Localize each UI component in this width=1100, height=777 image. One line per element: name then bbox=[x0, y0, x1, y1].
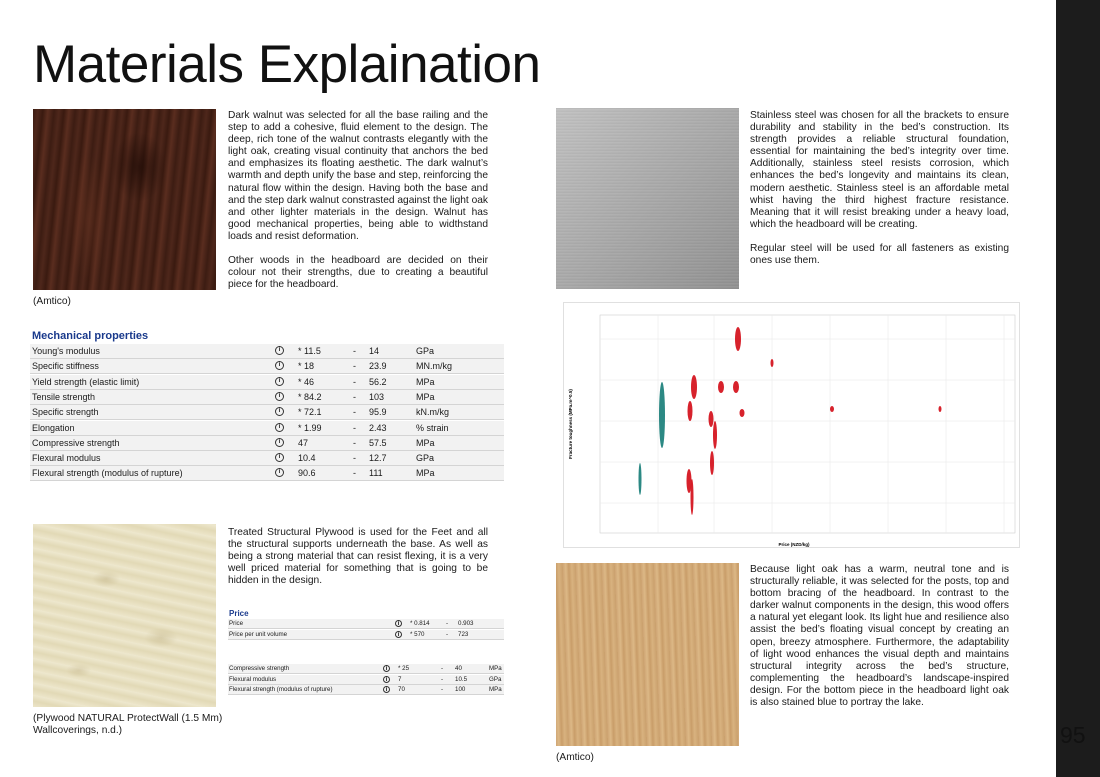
property-name: Flexural modulus bbox=[229, 675, 277, 683]
info-icon: i bbox=[275, 453, 284, 462]
mechanical-properties-table bbox=[30, 330, 504, 485]
property-low-value: * 84.2 bbox=[298, 391, 322, 402]
table-title: Mechanical properties bbox=[32, 330, 149, 342]
page-number: 95 bbox=[1060, 722, 1086, 748]
property-name: Compressive strength bbox=[32, 437, 120, 448]
steel-text bbox=[750, 110, 1009, 279]
info-icon: i bbox=[275, 377, 284, 386]
chart-svg bbox=[564, 303, 1021, 549]
property-name: Specific strength bbox=[32, 407, 99, 418]
table-row bbox=[30, 466, 504, 481]
property-unit: GPa bbox=[416, 346, 435, 356]
info-icon: i bbox=[275, 346, 284, 355]
property-name: Young's modulus bbox=[32, 346, 100, 356]
property-low-value: * 46 bbox=[298, 376, 315, 387]
material-bubble bbox=[733, 381, 739, 393]
property-unit: MPa bbox=[489, 665, 502, 672]
property-range-dash: - bbox=[441, 665, 444, 672]
property-range-dash: - bbox=[441, 686, 444, 693]
material-bubble bbox=[639, 463, 642, 495]
price-row bbox=[228, 630, 504, 640]
property-range-dash: - bbox=[353, 346, 356, 356]
property-high-value: 723 bbox=[458, 630, 469, 638]
property-high-value: 0.903 bbox=[458, 620, 474, 627]
property-unit: % strain bbox=[416, 422, 449, 433]
property-low-value: 7 bbox=[398, 675, 402, 683]
property-low-value: 90.6 bbox=[298, 468, 316, 479]
property-high-value: 14 bbox=[369, 346, 380, 356]
property-low-value: * 11.5 bbox=[298, 346, 321, 356]
price-row bbox=[228, 619, 504, 629]
info-icon: i bbox=[275, 438, 284, 447]
material-bubble bbox=[691, 375, 697, 399]
oak-caption: (Amtico) bbox=[556, 752, 594, 763]
steel-paragraph: Regular steel will be used for all fasteners as existing ones use them. bbox=[750, 242, 1009, 267]
material-bubble bbox=[691, 479, 694, 515]
info-icon: i bbox=[275, 407, 284, 416]
property-unit: kN.m/kg bbox=[416, 407, 450, 418]
property-high-value: 2.43 bbox=[369, 422, 387, 433]
property-low-value: * 570 bbox=[410, 630, 425, 638]
property-range-dash: - bbox=[353, 407, 356, 418]
plywood-swatch bbox=[33, 524, 216, 707]
property-low-value: * 1.99 bbox=[298, 422, 322, 433]
property-range-dash: - bbox=[353, 453, 356, 464]
property-unit: MPa bbox=[489, 686, 502, 693]
property-unit: GPa bbox=[416, 453, 435, 464]
property-range-dash: - bbox=[446, 630, 449, 638]
property-name: Flexural strength (modulus of rupture) bbox=[32, 468, 183, 479]
property-name: Flexural modulus bbox=[32, 453, 101, 464]
property-high-value: 100 bbox=[455, 686, 466, 693]
material-bubble bbox=[735, 327, 741, 351]
price-title: Price bbox=[229, 609, 249, 618]
property-name: Elongation bbox=[32, 422, 75, 433]
property-unit: MN.m/kg bbox=[416, 361, 452, 372]
table-row bbox=[30, 375, 504, 390]
property-unit: MPa bbox=[416, 376, 435, 387]
property-range-dash: - bbox=[353, 361, 356, 372]
sidebar-bar bbox=[1056, 0, 1100, 777]
property-low-value: * 18 bbox=[298, 361, 315, 372]
property-range-dash: - bbox=[446, 620, 449, 627]
property-high-value: 95.9 bbox=[369, 407, 387, 418]
plywood-properties-table bbox=[228, 609, 504, 701]
property-high-value: 57.5 bbox=[369, 437, 387, 448]
property-unit: MPa bbox=[416, 437, 435, 448]
table-row bbox=[30, 451, 504, 466]
property-high-value: 103 bbox=[369, 391, 385, 402]
property-unit: GPa bbox=[489, 675, 502, 683]
walnut-paragraph: Dark walnut was selected for all the base railing and the step to add a cohesive, fluid element to the design. The deep, rich tone of the walnut contrasts elegantly with the light oak, creating visual continuity that anchors the bed and emphasizes its floating aesthetic. The dark walnut’s warmth and depth unify the base and step, reinforcing the natural flow within the design. Having both the base and and the step dark walnut constrasted against the light oak and other lighter materials in the design. Walnut has good mechanical properties, being able to widthstand loads and resist deformation. bbox=[228, 110, 488, 242]
walnut-caption: (Amtico) bbox=[33, 296, 71, 307]
property-high-value: 111 bbox=[369, 468, 383, 479]
plywood-text bbox=[228, 527, 488, 599]
page-title: Materials Explaination bbox=[33, 35, 541, 94]
table-row bbox=[228, 675, 504, 685]
fracture-toughness-chart bbox=[563, 302, 1020, 548]
property-low-value: 47 bbox=[298, 437, 309, 448]
table-row bbox=[30, 390, 504, 405]
property-low-value: * 0.814 bbox=[410, 620, 430, 627]
table-row bbox=[30, 359, 504, 374]
walnut-paragraph: Other woods in the headboard are decided on their colour not their strengths, due to creating a beautiful piece for the headboard. bbox=[228, 255, 488, 291]
material-bubble bbox=[718, 381, 724, 393]
material-bubble bbox=[740, 409, 745, 417]
info-icon: i bbox=[275, 361, 284, 370]
material-bubble bbox=[830, 406, 834, 412]
property-range-dash: - bbox=[353, 422, 356, 433]
property-name: Yield strength (elastic limit) bbox=[32, 376, 140, 387]
property-range-dash: - bbox=[441, 675, 444, 683]
table-row bbox=[30, 421, 504, 436]
property-high-value: 10.5 bbox=[455, 675, 468, 683]
material-bubble bbox=[710, 451, 714, 475]
info-icon: i bbox=[275, 423, 284, 432]
steel-swatch bbox=[556, 108, 739, 289]
oak-paragraph: Because light oak has a warm, neutral tone and is structurally reliable, it was selected for the posts, top and bottom bracing of the headboard. In contrast to the darker walnut components in the design, this wood offers a natural yet elegant look. Its light hue and resilience also assist the bed’s floating visual concept by creating an open, breezy atmosphere. Furthermore, the adaptability of light wood enhances the visual depth and maintains structural integrity across the bed’s structure, complementing the headboard’s landscape-inspired design. For the bottom piece in the headboard light oak is also stained blue to portray the lake. bbox=[750, 564, 1009, 709]
x-axis-label: Price (NZD/kg) bbox=[778, 542, 810, 547]
info-icon: i bbox=[395, 620, 402, 627]
table-row bbox=[30, 436, 504, 451]
info-icon: i bbox=[383, 676, 390, 683]
property-high-value: 23.9 bbox=[369, 361, 387, 372]
plywood-paragraph: Treated Structural Plywood is used for the Feet and all the structural supports underneath the base. As well as being a strong material that can resist flexing, it is a very well priced material for something that is going to be hidden in the design. bbox=[228, 527, 488, 587]
material-bubble bbox=[659, 382, 665, 448]
property-high-value: 40 bbox=[455, 665, 462, 672]
property-low-value: 70 bbox=[398, 686, 405, 693]
property-high-value: 12.7 bbox=[369, 453, 387, 464]
table-row bbox=[228, 664, 504, 674]
walnut-text bbox=[228, 110, 488, 303]
oak-text bbox=[750, 564, 1009, 721]
property-name: Price per unit volume bbox=[229, 630, 288, 638]
info-icon: i bbox=[395, 631, 402, 638]
property-low-value: 10.4 bbox=[298, 453, 316, 464]
table-row bbox=[30, 344, 504, 359]
property-name: Flexural strength (modulus of rupture) bbox=[229, 686, 333, 693]
property-name: Compressive strength bbox=[229, 665, 290, 672]
info-icon: i bbox=[383, 686, 390, 693]
material-bubble bbox=[939, 406, 942, 412]
info-icon: i bbox=[383, 665, 390, 672]
property-unit: MPa bbox=[416, 391, 435, 402]
property-unit: MPa bbox=[416, 468, 435, 479]
property-range-dash: - bbox=[353, 376, 356, 387]
walnut-swatch bbox=[33, 109, 216, 290]
y-axis-label: Fracture toughness (MPa.m^0.5) bbox=[568, 389, 573, 459]
property-name: Price bbox=[229, 620, 244, 627]
property-name: Tensile strength bbox=[32, 391, 96, 402]
oak-swatch bbox=[556, 563, 739, 746]
steel-paragraph: Stainless steel was chosen for all the brackets to ensure durability and stability in the bed’s construction. Its strength provides a reliable structural foundation, essential for maintaining the bed’s integrity over time. Additionally, stainless steel resists corrosion, which enhances the bed’s longevity and maintains its clean, modern aesthetic. Stainless steel is an affordable metal whist having the third highest fracture resistance. Meaning that it will resist breaking under a heavy load, which the headboard will be creating. bbox=[750, 110, 1009, 230]
property-range-dash: - bbox=[353, 468, 356, 479]
table-row bbox=[228, 685, 504, 695]
table-row bbox=[30, 405, 504, 420]
material-bubble bbox=[713, 421, 717, 449]
property-low-value: * 72.1 bbox=[298, 407, 322, 418]
plywood-caption: (Plywood NATURAL ProtectWall (1.5 Mm) Wallcoverings, n.d.) bbox=[33, 713, 223, 737]
material-bubble bbox=[771, 359, 774, 367]
material-bubble bbox=[688, 401, 693, 421]
property-range-dash: - bbox=[353, 391, 356, 402]
property-name: Specific stiffness bbox=[32, 361, 99, 372]
material-bubble bbox=[709, 411, 714, 427]
info-icon: i bbox=[275, 468, 284, 477]
info-icon: i bbox=[275, 392, 284, 401]
property-range-dash: - bbox=[353, 437, 356, 448]
property-high-value: 56.2 bbox=[369, 376, 387, 387]
property-low-value: * 25 bbox=[398, 665, 410, 672]
